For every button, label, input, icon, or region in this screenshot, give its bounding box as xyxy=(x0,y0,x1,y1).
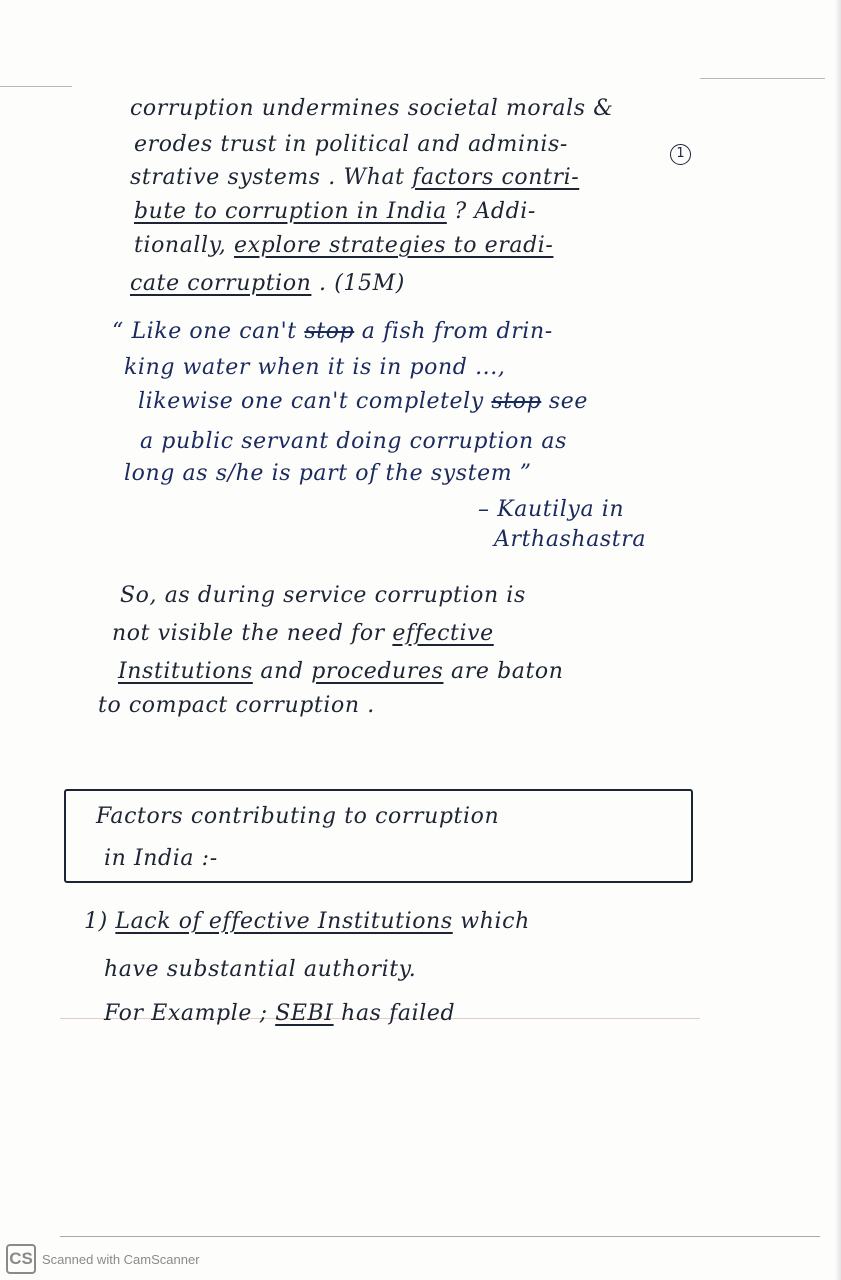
quote-text: a fish from drin- xyxy=(354,319,553,344)
point-1-text: For Example ; xyxy=(104,1001,276,1026)
question-keyword-corruption-india: bute to corruption in India xyxy=(134,199,447,224)
question-line-2: erodes trust in political and adminis- xyxy=(134,132,568,157)
intro-text: and xyxy=(252,659,312,684)
camscanner-logo: CS xyxy=(6,1244,36,1274)
question-text: strative systems . What xyxy=(130,165,413,190)
point-1-line-1 xyxy=(84,908,530,936)
intro-line-3 xyxy=(118,658,564,686)
question-line-4 xyxy=(134,198,536,226)
question-keyword-factors: factors contri- xyxy=(412,165,580,190)
intro-keyword-procedures: procedures xyxy=(311,659,444,684)
question-text: ? Addi- xyxy=(446,199,536,224)
question-line-6 xyxy=(130,270,405,298)
quote-line-3 xyxy=(138,388,588,416)
quote-line-4: a public servant doing corruption as xyxy=(140,429,567,454)
ruled-line-top xyxy=(0,86,72,87)
question-line-5 xyxy=(134,232,553,260)
question-marks: . (15M) xyxy=(311,271,405,296)
quote-correction: stop xyxy=(304,319,355,344)
question-line-3 xyxy=(130,164,579,192)
quote-text: likewise one can't completely xyxy=(138,389,492,414)
quote-attribution-author: – Kautilya in xyxy=(478,497,625,522)
intro-text: not visible the need for xyxy=(112,621,393,646)
question-keyword-eradicate: cate corruption xyxy=(130,271,312,296)
point-1-text: which xyxy=(452,909,530,934)
quote-line-1 xyxy=(112,318,553,346)
quote-struck-word: stop xyxy=(491,389,542,414)
point-1-keyword-sebi: SEBI xyxy=(275,1001,334,1026)
question-line-1: corruption undermines societal morals & xyxy=(130,96,614,121)
quote-text: “ Like one can't xyxy=(112,319,305,344)
page-edge-shadow xyxy=(835,0,841,1280)
intro-line-1: So, as during service corruption is xyxy=(120,583,526,608)
point-number: 1) xyxy=(84,909,116,934)
question-number-marker: 1 xyxy=(670,144,691,165)
ruled-line-bottom xyxy=(60,1236,820,1237)
section-heading-line-2: in India :- xyxy=(104,846,218,871)
point-1-keyword: Lack of effective Institutions xyxy=(115,909,453,934)
camscanner-text: Scanned with CamScanner xyxy=(42,1251,200,1267)
camscanner-watermark xyxy=(6,1244,200,1274)
ruled-line-top-right xyxy=(700,78,825,79)
question-text: tionally, xyxy=(134,233,234,258)
quote-text: see xyxy=(541,389,588,414)
quote-attribution-source: Arthashastra xyxy=(494,527,647,552)
intro-keyword-effective: effective xyxy=(392,621,494,646)
quote-line-2: king water when it is in pond ..., xyxy=(124,355,506,380)
quote-line-5: long as s/he is part of the system ” xyxy=(124,461,532,486)
intro-keyword-institutions: Institutions xyxy=(118,659,253,684)
intro-text: are baton xyxy=(443,659,564,684)
section-heading-line-1: Factors contributing to corruption xyxy=(96,804,500,829)
point-1-text: has failed xyxy=(333,1001,456,1026)
point-1-line-3 xyxy=(104,1000,455,1028)
intro-line-2 xyxy=(112,620,494,648)
point-1-line-2: have substantial authority. xyxy=(104,957,417,982)
question-keyword-strategies: explore strategies to eradi- xyxy=(233,233,554,258)
intro-line-4: to compact corruption . xyxy=(98,693,375,718)
